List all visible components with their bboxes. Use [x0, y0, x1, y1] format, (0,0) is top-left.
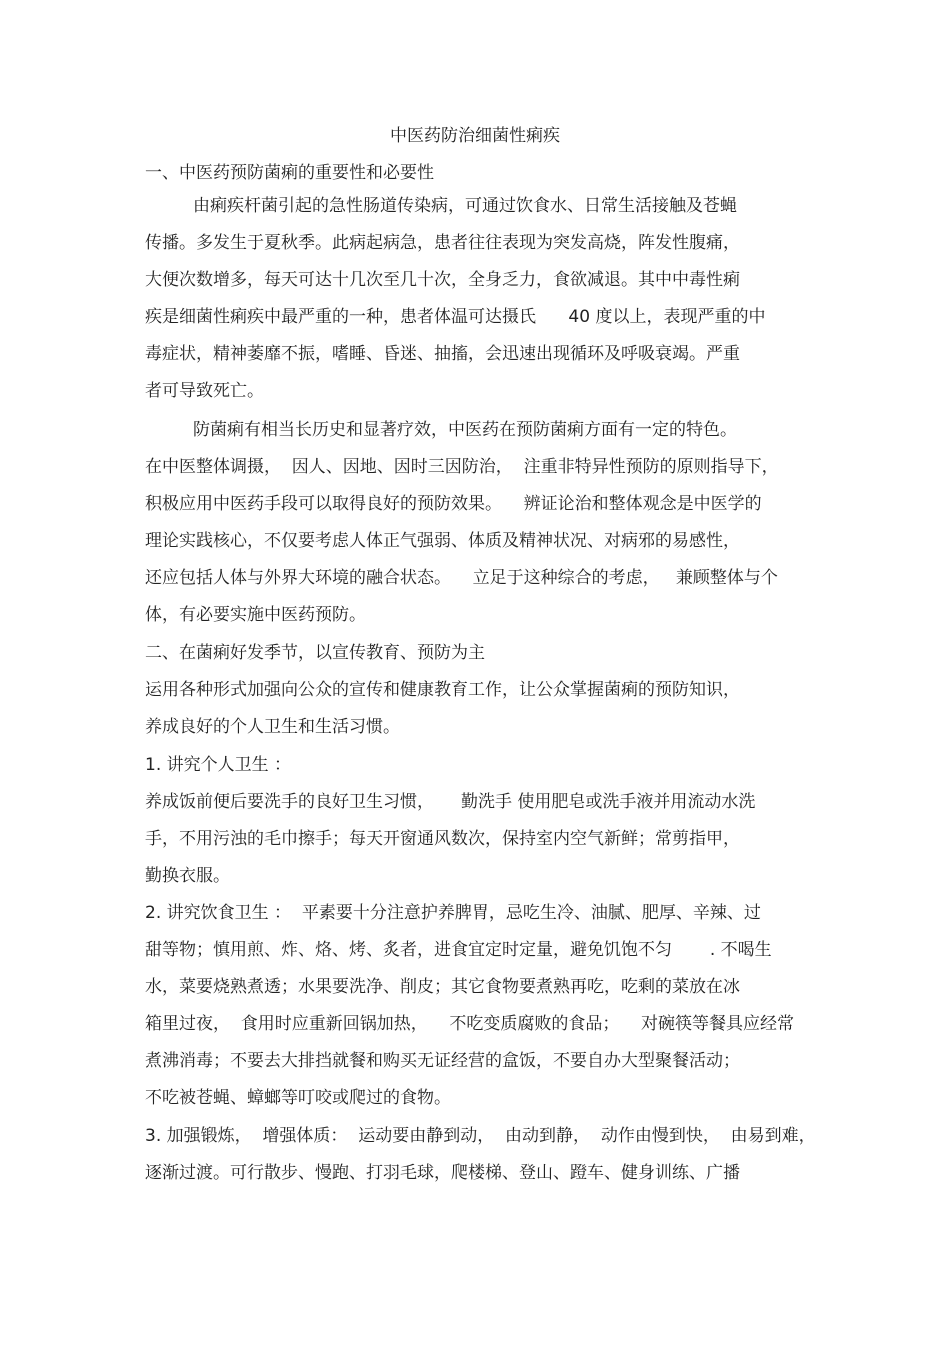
paragraph-line: 甜等物；慎用煎、炸、烙、烤、炙者，进食宜定时定量，避免饥饱不匀 . 不喝生 — [145, 940, 772, 960]
document-title: 中医药防治细菌性痢疾 — [390, 126, 560, 146]
paragraph-line: 水，菜要烧熟煮透；水果要洗净、削皮；其它食物要煮熟再吃，吃剩的菜放在冰 — [145, 977, 740, 997]
paragraph-line: 不吃被苍蝇、蟑螂等叮咬或爬过的食物。 — [145, 1088, 451, 1108]
paragraph-line: 勤换衣服。 — [145, 866, 230, 886]
section-heading-1: 一、中医药预防菌痢的重要性和必要性 — [145, 163, 434, 183]
paragraph-line: 养成饭前便后要洗手的良好卫生习惯， 勤洗手 使用肥皂或洗手液并用流动水洗 — [145, 792, 756, 812]
section-heading-2: 二、在菌痢好发季节，以宣传教育、预防为主 — [145, 643, 485, 663]
paragraph-line: 理论实践核心，不仅要考虑人体正气强弱、体质及精神状况、对病邪的易感性， — [145, 531, 740, 551]
paragraph-line: 箱里过夜， 食用时应重新回锅加热， 不吃变质腐败的食品； 对碗筷等餐具应经常 — [145, 1014, 795, 1034]
paragraph-line: 传播。多发生于夏秋季。此病起病急，患者往往表现为突发高烧，阵发性腹痛， — [145, 233, 740, 253]
paragraph-line: 煮沸消毒；不要去大排挡就餐和购买无证经营的盒饭，不要自办大型聚餐活动； — [145, 1051, 740, 1071]
paragraph-line: 运用各种形式加强向公众的宣传和健康教育工作，让公众掌握菌痢的预防知识， — [145, 680, 740, 700]
paragraph-line: 防菌痢有相当长历史和显著疗效，中医药在预防菌痢方面有一定的特色。 — [193, 420, 737, 440]
paragraph-line: 由痢疾杆菌引起的急性肠道传染病，可通过饮食水、日常生活接触及苍蝇 — [193, 196, 737, 216]
paragraph-line: 毒症状，精神萎靡不振，嗜睡、昏迷、抽搐，会迅速出现循环及呼吸衰竭。严重 — [145, 344, 740, 364]
paragraph-line: 手，不用污浊的毛巾擦手；每天开窗通风数次，保持室内空气新鲜；常剪指甲， — [145, 829, 740, 849]
list-item-heading-2: 2. 讲究饮食卫生 ： 平素要十分注意护养脾胃，忌吃生冷、油腻、肥厚、辛辣、过 — [145, 903, 761, 923]
paragraph-line: 还应包括人体与外界大环境的融合状态。 立足于这种综合的考虑， 兼顾整体与个 — [145, 568, 778, 588]
paragraph-line: 体，有必要实施中医药预防。 — [145, 605, 366, 625]
paragraph-line: 逐渐过渡。可行散步、慢跑、打羽毛球，爬楼梯、登山、蹬车、健身训练、广播 — [145, 1163, 740, 1183]
list-item-heading-1: 1. 讲究个人卫生 ： — [145, 755, 292, 775]
paragraph-line: 积极应用中医药手段可以取得良好的预防效果。 辨证论治和整体观念是中医学的 — [145, 494, 762, 514]
list-item-heading-3: 3. 加强锻炼， 增强体质： 运动要由静到动， 由动到静， 动作由慢到快， 由易到难， — [145, 1126, 816, 1146]
paragraph-line: 养成良好的个人卫生和生活习惯。 — [145, 717, 400, 737]
paragraph-line: 疾是细菌性痢疾中最严重的一种，患者体温可达摄氏 40 度以上，表现严重的中 — [145, 307, 766, 327]
paragraph-line: 在中医整体调摄， 因人、因地、因时三因防治， 注重非特异性预防的原则指导下， — [145, 457, 779, 477]
paragraph-line: 者可导致死亡。 — [145, 381, 264, 401]
paragraph-line: 大便次数增多，每天可达十几次至几十次，全身乏力，食欲减退。其中中毒性痢 — [145, 270, 740, 290]
